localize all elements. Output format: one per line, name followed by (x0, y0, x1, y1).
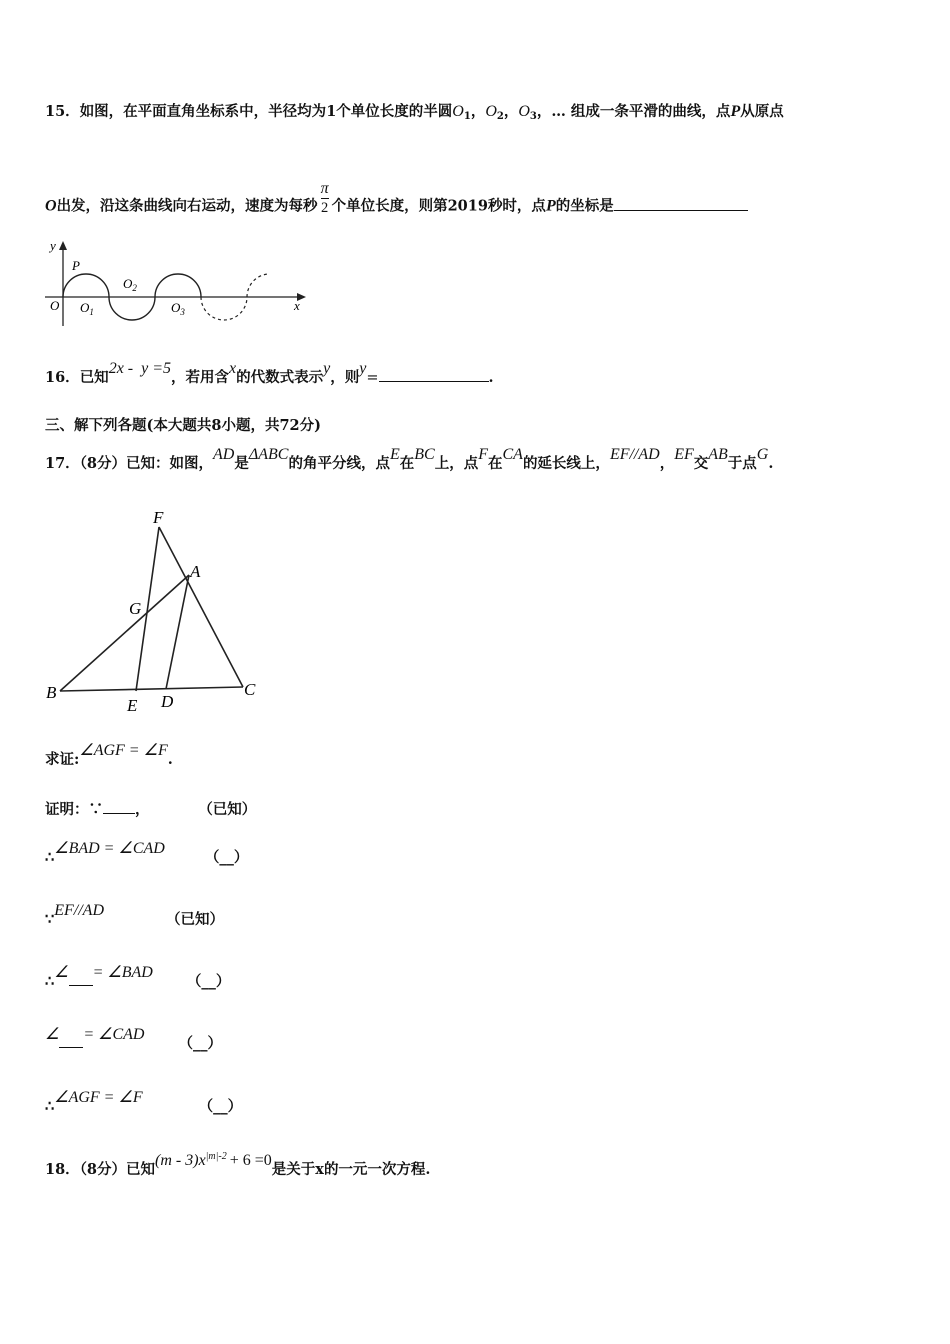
proof-reason-5[interactable]: （__） (198, 1098, 243, 1115)
q17-number: 17． (45, 455, 80, 472)
therefore-symbol: ∴ (45, 973, 55, 990)
label-C: C (244, 680, 256, 699)
semicircle-o3 (155, 274, 201, 297)
label-o2: $O_2$ (123, 276, 137, 293)
q17-line: 17．（8分）已知：如图，AD是ΔABC的角平分线，点E在BC上，点F在CA的延长线上，EF//AD，EF交AB于点G. (45, 446, 774, 472)
semicircle-dashed-2 (247, 274, 268, 297)
label-D: D (161, 692, 174, 711)
proof-line-5: ∴∠AGF = ∠F（__） (45, 1089, 243, 1115)
label-p: P (72, 258, 80, 273)
segment-bc (60, 687, 243, 691)
label-G: G (129, 599, 142, 618)
proof-line-2: ∵EF//AD（已知） (45, 902, 224, 928)
proof-blank-0[interactable] (103, 813, 135, 814)
label-E: E (127, 696, 138, 715)
proof-line-1: ∴∠BAD = ∠CAD（__） (45, 840, 249, 866)
label-o1: $O_1$ (80, 300, 94, 317)
q16-number: 16． (45, 369, 80, 386)
semicircle-dashed-1 (201, 297, 247, 320)
y-axis-arrow (59, 241, 67, 250)
because-symbol: ∵ (45, 911, 55, 928)
q15-line2: O出发，沿这条曲线向右运动，速度为每秒 $\frac{\pi}{2}$ 个单位长度，则第2019秒时，点P的坐标是 (45, 188, 748, 225)
semicircle-o1 (63, 274, 109, 297)
q16-equation: 2x - y =5 (108, 360, 172, 377)
label-B: B (46, 683, 57, 702)
q18-number: 18． (45, 1161, 80, 1178)
semicircle-o2 (109, 297, 155, 320)
q16-answer-blank[interactable] (379, 381, 489, 382)
q17-prove: 求证:∠AGF = ∠F. (45, 742, 173, 768)
q16-line: 16．已知2x - y =5，若用含x的代数式表示y，则y= . (45, 360, 494, 386)
proof-line-4: ∠ = ∠CAD（__） (45, 1026, 222, 1052)
q15-number: 15． (45, 103, 80, 120)
proof-line-3: ∴∠ = ∠BAD（__） (45, 964, 231, 990)
label-y: y (50, 238, 56, 253)
proof-reason-3[interactable]: （__） (186, 973, 231, 990)
q17-triangle-figure (40, 505, 270, 720)
q15-line1: 15．如图，在平面直角坐标系中，半径均为1个单位长度的半圆$O_1$，$O_2$，$O_3$，… 组成一条平滑的曲线，点P从原点 (45, 103, 784, 122)
q18-line: 18．（8分）已知$(m - 3)x^{|m|-2} + 6 =0$是关于x的一元一次方程. (45, 1151, 431, 1178)
therefore-symbol: ∴ (45, 1098, 55, 1115)
section3-title: 三、解下列各题(本大题共8小题，共72分) (45, 417, 321, 434)
label-o: O (50, 298, 60, 313)
q15-answer-blank[interactable] (614, 210, 748, 211)
label-o3: $O_3$ (171, 300, 185, 317)
proof-blank-3[interactable] (69, 985, 93, 986)
pi-over-2-fraction: $\frac{\pi}{2}$ (320, 180, 329, 216)
label-F: F (153, 508, 164, 527)
label-x: x (294, 298, 300, 313)
therefore-symbol: ∴ (45, 849, 55, 866)
proof-reason-1[interactable]: （__） (204, 849, 249, 866)
proof-line-0: 证明：∵ ， （已知） (45, 801, 257, 818)
proof-reason-4[interactable]: （__） (178, 1035, 222, 1052)
label-A: A (190, 562, 201, 581)
q15-curve-figure (40, 236, 310, 328)
proof-blank-4[interactable] (59, 1047, 83, 1048)
